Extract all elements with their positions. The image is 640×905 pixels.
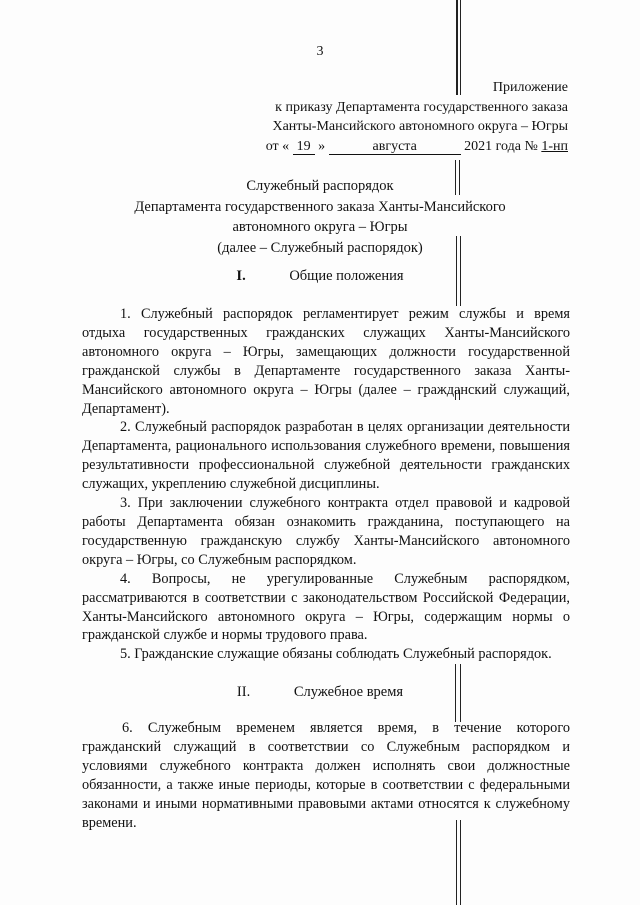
date-month: августа	[329, 140, 461, 155]
date-day-suffix: »	[318, 138, 326, 154]
title-line: автономного округа – Югры	[232, 219, 408, 235]
date-prefix: от «	[265, 138, 290, 154]
appendix-region: Ханты-Мансийского автономного округа – Югры	[272, 119, 568, 134]
paragraph: 2. Служебный распорядок разработан в целях организации деятельности Департамента, рационального использования служебного времени, повышения результативности профессиональной служебной деятельности гражданских служащих, укреплению служебной дисциплины.	[82, 419, 570, 493]
paragraph: 4. Вопросы, не урегулированные Служебным распорядком, рассматриваются в соответствии с законодательством Российской Федерации, Ханты-Мансийского автономного округа – Югры, содержащим нормы о гражданской службе и нормы трудового права.	[82, 570, 570, 644]
section-heading	[80, 684, 560, 701]
appendix-label: Приложение	[492, 80, 568, 95]
date-day: 19	[293, 140, 315, 155]
date-year: 2021 года №	[464, 138, 538, 154]
paragraph: 3. При заключении служебного контракта отдел правовой и кадровой работы Департамента обязан ознакомить гражданина, поступающего на государственную гражданскую службу Ханты-Мансийского автономного округа – Югры, со Служебным распорядком.	[82, 495, 570, 568]
paragraph: 6. Служебным временем является время, в течение которого гражданский служащий в соответствии со Служебным распорядком и условиями служебного контракта должен исполнять свои должностные обязанности, а также иные периоды, которые в соответствии с федеральными законами и иными нормативными правовыми актами относятся к служебному времени.	[82, 720, 570, 831]
document-title	[80, 176, 560, 258]
section-title: Общие положения	[289, 268, 404, 284]
section-number: II.	[236, 684, 251, 700]
appendix-block	[238, 78, 568, 156]
section-heading	[80, 268, 560, 285]
scan-binding-line	[460, 820, 461, 905]
scan-binding-line	[456, 820, 457, 905]
paragraph: 1. Служебный распорядок регламентирует режим службы и время отдыха государственных гражданских служащих Ханты-Мансийского автономного округа – Югры, замещающих должности государственной гражданской службы в Департаменте государственного заказа Ханты-Мансийского автономного округа – Югры (далее – гражданский служащий, Департамент).	[82, 306, 570, 417]
order-number: 1-нп	[541, 138, 568, 154]
appendix-date-line	[238, 137, 568, 157]
section-title: Служебное время	[293, 684, 404, 700]
paragraph: 5. Гражданские служащие обязаны соблюдать Служебный распорядок.	[120, 646, 552, 663]
title-line: (далее – Служебный распорядок)	[217, 239, 423, 256]
title-line: Департамента государственного заказа Ханты-Мансийского	[134, 198, 506, 215]
page-number: 3	[316, 44, 324, 59]
section-body	[82, 305, 570, 664]
section-body	[82, 719, 570, 832]
section-number: I.	[236, 268, 246, 284]
appendix-order-ref: к приказу Департамента государственного заказа	[275, 99, 568, 115]
title-line: Служебный распорядок	[246, 178, 394, 194]
